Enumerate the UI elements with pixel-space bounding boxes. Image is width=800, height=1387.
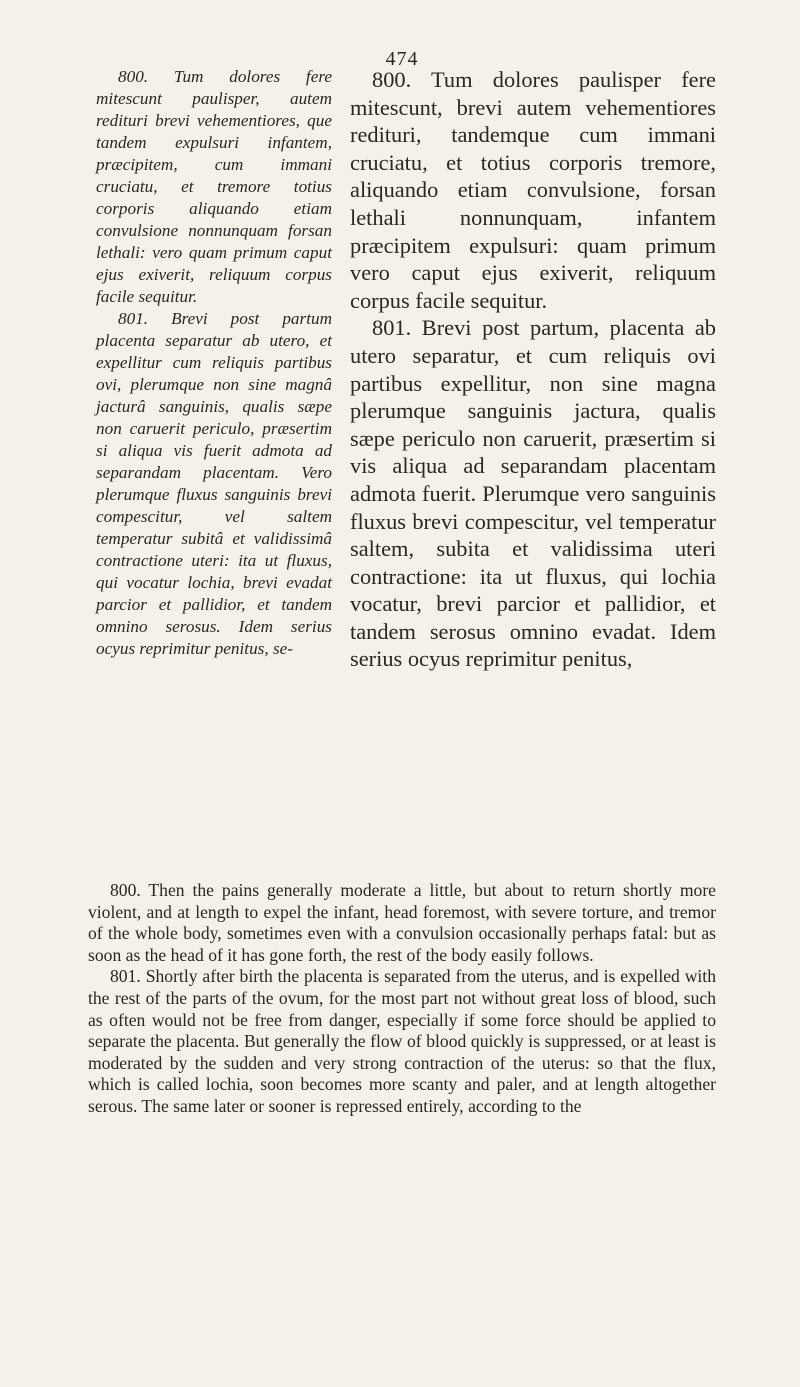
page-number: 474 <box>385 48 419 70</box>
right-paragraph-801: 801. Brevi post partum, placenta ab utero separatur, et cum reliquis ovi partibus expellitur, non sine magna plerumque sanguinis jactura, qualis sæpe periculo non caruerit, præsertim si vis aliqua ad separandam placentam admota fuerit. Plerumque vero sanguinis fluxus brevi compescitur, vel temperatur saltem, subita et validissima uteri contractione: ita ut fluxus, qui lochia vocatur, brevi parcior et pallidior, et tandem serosus omnino evadat. Idem serius ocyus reprimitur penitus, <box>350 315 716 672</box>
translation-paragraph-801: 801. Shortly after birth the placenta is separated from the uterus, and is expelled with the rest of the parts of the ovum, for the most part not without great loss of blood, such as often would not be free from danger, especially if some force should be applied to separate the placenta. But generally the flow of blood quickly is suppressed, or at least is moderated by the sudden and very strong contraction of the uterus: so that the flux, which is called lochia, soon becomes more scanty and paler, and at length altogether serous. The same later or sooner is repressed entirely, according to the <box>88 966 716 1116</box>
translation-paragraph-800: 800. Then the pains generally moderate a little, but about to return shortly more violent, and at length to expel the infant, head foremost, with severe torture, and tremor of the whole body, sometimes even with a convulsion occasionally perhaps fatal: but as soon as the head of it has gone forth, the rest of the body easily follows. <box>88 880 716 965</box>
left-column-latin-italic <box>96 66 332 660</box>
english-translation <box>88 880 716 1118</box>
right-paragraph-800: 800. Tum dolores paulisper fere mitescunt, brevi autem vehementiores redituri, tandemque cum immani cruciatu, et totius corporis tremore, aliquando etiam convulsione, forsan lethali nonnunquam, infantem præcipitem expulsuri: quam primum vero caput ejus exiverit, reliquum corpus facile sequitur. <box>350 67 716 313</box>
right-column-latin <box>350 66 716 673</box>
left-paragraph-801: 801. Brevi post partum placenta separatur ab utero, et expellitur cum reliquis partibus ovi, plerumque non sine magnâ jacturâ sanguinis, qualis sæpe non caruerit periculo, præsertim si aliqua vis fuerit admota ad separandam placentam. Vero plerumque fluxus sanguinis brevi compescitur, vel saltem temperatur subitâ et validissimâ contractione uteri: ita ut fluxus, qui vocatur lochia, brevi evadat parcior et pallidior, et tandem omnino serosus. Idem serius ocyus reprimitur penitus, se- <box>96 309 332 658</box>
left-paragraph-800: 800. Tum dolores fere mitescunt paulisper, autem redituri brevi vehementiores, que tandem expulsuri infantem, præcipitem, cum immani cruciatu, et tremore totius corporis aliquando etiam convulsione nonnunquam forsan lethali: vero quam primum caput ejus exiverit, reliquum corpus facile sequitur. <box>96 67 332 306</box>
